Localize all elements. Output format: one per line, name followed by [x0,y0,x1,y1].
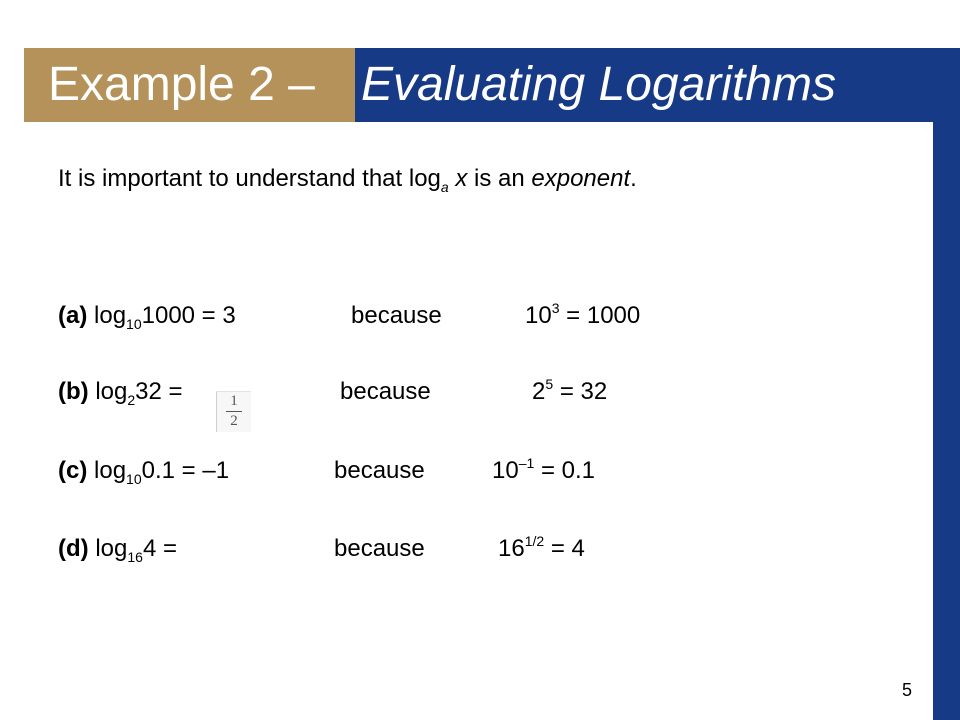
intro-sentence [58,164,637,194]
power-exponent: 5 [545,376,554,392]
log-arg: 32 [135,378,162,405]
fraction-numerator: 1 [230,393,238,409]
log-text: log [94,457,127,484]
log-result: = [156,535,177,562]
title-prefix: Example 2 – [48,58,315,111]
log-result: = –1 [175,457,230,484]
intro-end: . [630,165,637,192]
power-base: 2 [532,378,546,405]
example-a-log [58,301,236,331]
example-a-power [525,301,640,331]
power-base: 10 [492,457,519,484]
power-result: = 1000 [559,302,641,329]
log-result: = [161,378,183,405]
example-c-label: (c) [58,457,88,484]
power-result: = 0.1 [534,457,595,484]
power-base: 10 [525,302,552,329]
fraction-bar [226,411,242,412]
power-exponent: 1/2 [524,533,545,549]
log-text: log [95,535,128,562]
example-c-log [58,456,229,486]
log-base: 16 [127,549,143,565]
power-exponent: –1 [518,455,535,471]
intro-text: It is important to understand that log [58,165,441,192]
log-arg: 4 [142,535,157,562]
example-d-because: because [334,535,425,562]
log-result: = 3 [195,302,236,329]
example-b-label: (b) [58,378,89,405]
example-c-power [492,456,595,486]
log-text: log [94,302,127,329]
log-arg: 1000 [141,302,196,329]
log-base: 2 [127,392,136,408]
power-result: = 32 [553,378,608,405]
example-b-log [58,377,183,407]
log-base: 10 [126,471,142,487]
right-accent-bar [933,122,960,720]
power-exponent: 3 [551,300,560,316]
slide-title: Evaluating Logarithms [361,58,836,111]
fraction-denominator: 2 [230,413,238,429]
example-b-power [532,377,607,407]
intro-sub: a [440,179,449,195]
example-d-label: (d) [58,535,89,562]
fraction-image [216,391,251,432]
example-d-log [58,534,177,564]
intro-text-2: is an [467,165,532,192]
example-a-label: (a) [58,302,88,329]
power-result: = 4 [544,535,585,562]
log-arg: 0.1 [141,457,175,484]
example-a-because: because [351,302,442,329]
intro-var: x [455,165,468,192]
page-number: 5 [902,680,913,700]
intro-emph: exponent [531,165,631,192]
log-text: log [95,378,128,405]
example-c-because: because [334,457,425,484]
example-d-power [498,534,585,564]
log-base: 10 [126,316,142,332]
power-base: 16 [498,535,525,562]
example-b-because: because [340,378,431,405]
